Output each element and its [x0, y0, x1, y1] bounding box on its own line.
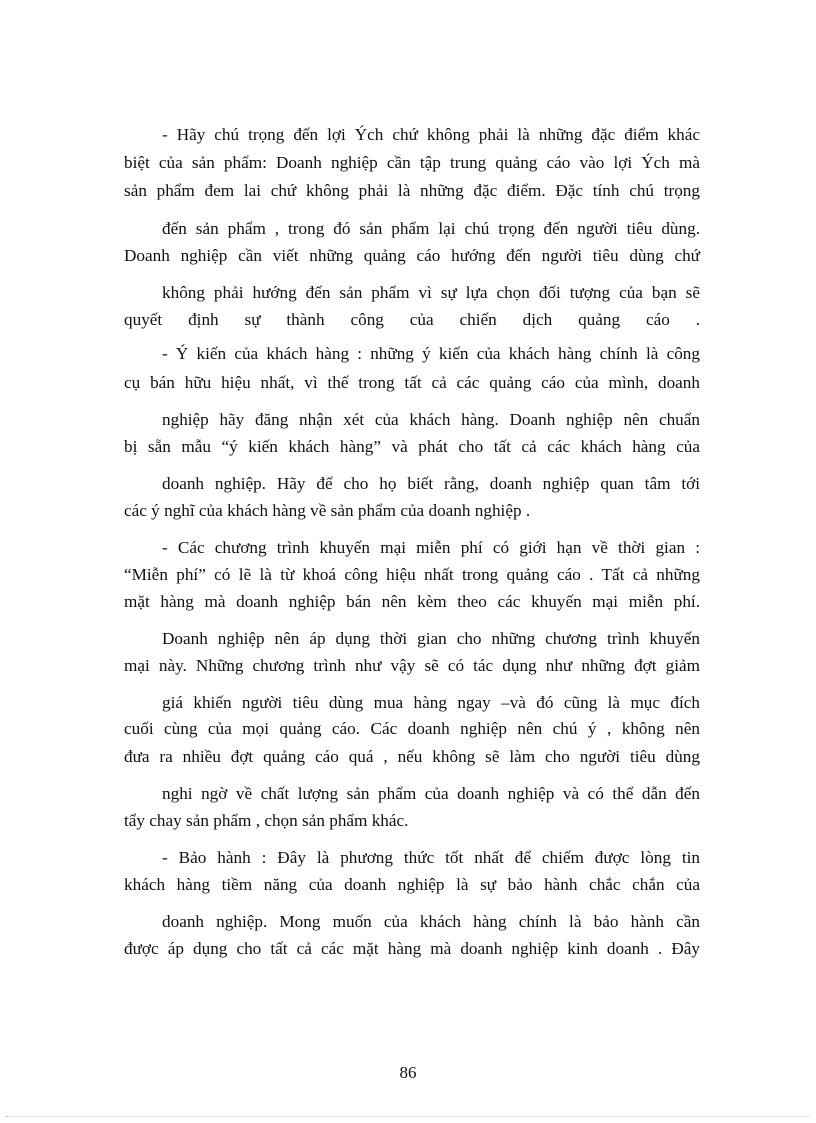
text-line: Doanh nghiệp nên áp dụng thời gian cho những chương trình khuyến [162, 629, 700, 648]
text-line: nghi ngờ về chất lượng sản phẩm của doanh nghiệp và có thể dẫn đến [162, 784, 700, 803]
text-line: doanh nghiệp. Hãy để cho họ biết rằng, doanh nghiệp quan tâm tới [162, 474, 700, 493]
text-line: cuối cùng của mọi quảng cáo. Các doanh nghiệp nên chú ý , không nên [124, 719, 700, 738]
text-line: khách hàng tiềm năng của doanh nghiệp là sự bảo hành chắc chắn của [124, 875, 700, 894]
text-line: nghiệp hãy đăng nhận xét của khách hàng. Doanh nghiệp nên chuẩn [162, 410, 700, 429]
text-line: cụ bán hữu hiệu nhất, vì thế trong tất cả các quảng cáo của mình, doanh [124, 373, 700, 392]
text-line: doanh nghiệp. Mong muốn của khách hàng chính là bảo hành cần [162, 912, 700, 931]
text-line: quyết định sự thành công của chiến dịch quảng cáo . [124, 310, 700, 329]
text-line: giá khiến người tiêu dùng mua hàng ngay –và đó cũng là mục đích [162, 693, 700, 712]
text-line: sản phẩm đem lai chứ không phải là những đặc điểm. Đặc tính chú trọng [124, 181, 700, 200]
text-line: được áp dụng cho tất cả các mặt hàng mà doanh nghiệp kinh doanh . Đây [124, 939, 700, 958]
page-number: 86 [399, 1063, 417, 1082]
text-line: - Hãy chú trọng đến lợi Ých chứ không phải là những đặc điểm khác [162, 125, 700, 144]
text-line: bị sẵn mẫu “ý kiến khách hàng” và phát cho tất cả các khách hàng của [124, 437, 700, 456]
text-line: không phải hướng đến sản phẩm vì sự lựa chọn đối tượng của bạn sẽ [162, 283, 700, 302]
text-line: mặt hàng mà doanh nghiệp bán nên kèm theo các khuyến mại miễn phí. [124, 592, 700, 611]
text-line: các ý nghĩ của khách hàng về sản phẩm của doanh nghiệp . [124, 501, 531, 520]
text-line: “Miễn phí” có lẽ là từ khoá công hiệu nhất trong quảng cáo . Tất cả những [124, 565, 700, 584]
text-line: tẩy chay sản phẩm , chọn sản phẩm khác. [124, 811, 409, 830]
text-line: - Các chương trình khuyến mại miễn phí có giới hạn về thời gian : [162, 538, 700, 557]
page-bottom-divider [6, 1116, 810, 1117]
text-line: đưa ra nhiều đợt quảng cáo quá , nếu không sẽ làm cho người tiêu dùng [124, 747, 700, 766]
text-line: biệt của sản phẩm: Doanh nghiệp cần tập trung quảng cáo vào lợi Ých mà [124, 153, 700, 172]
text-line: mại này. Những chương trình như vậy sẽ có tác dụng như những đợt giảm [124, 656, 700, 675]
text-line: - Bảo hành : Đây là phương thức tốt nhất để chiếm được lòng tin [162, 848, 700, 867]
text-line: Doanh nghiệp cần viết những quảng cáo hướng đến người tiêu dùng chứ [124, 246, 700, 265]
text-line: đến sản phẩm , trong đó sản phẩm lại chú trọng đến người tiêu dùng. [162, 219, 700, 238]
text-line: - Ý kiến của khách hàng : những ý kiến của khách hàng chính là công [162, 344, 700, 363]
